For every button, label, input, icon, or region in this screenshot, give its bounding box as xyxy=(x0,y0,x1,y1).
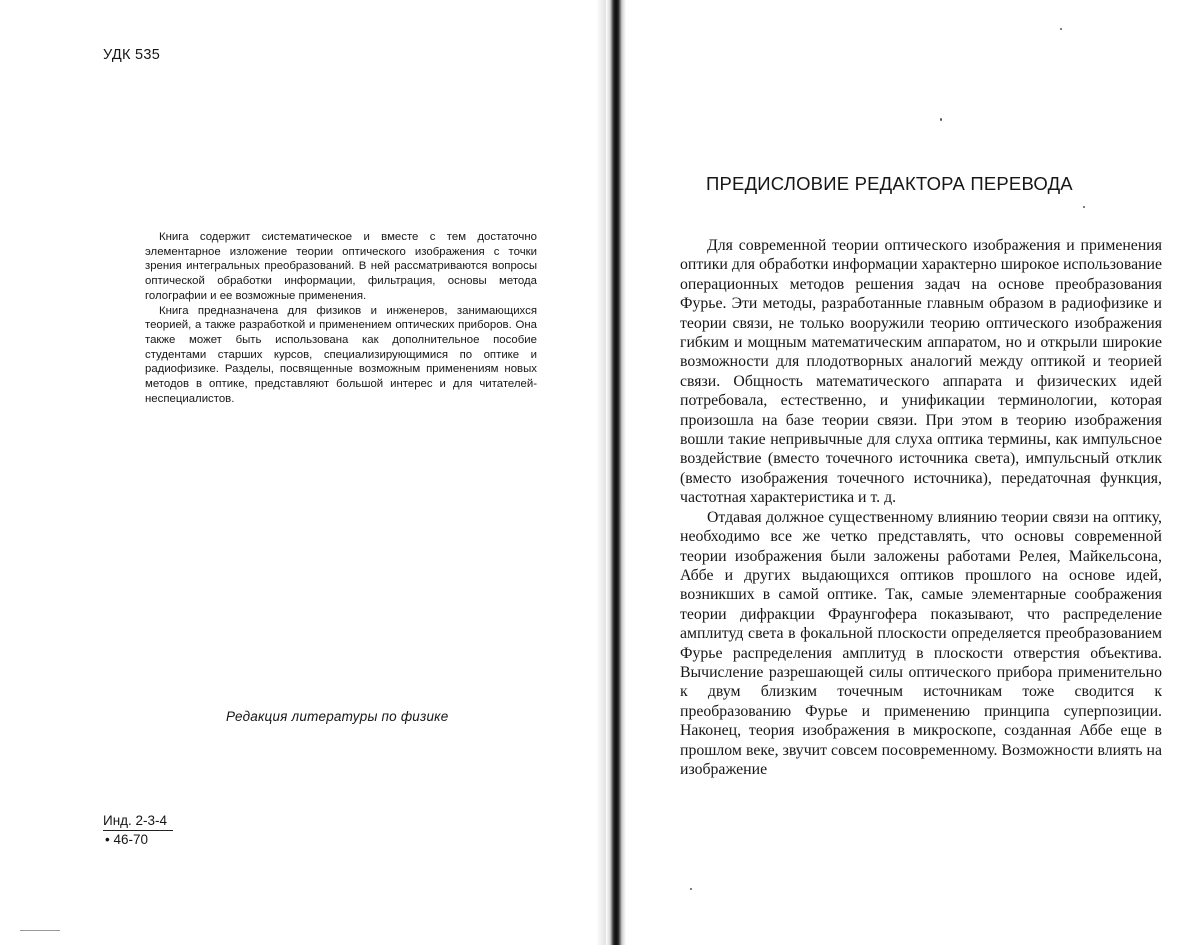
preface-paragraph: Отдавая должное существенному влиянию теории связи на оптику, необходимо все же четко представлять, что основы современной теории изображения были заложены работами Релея, Майкельсона, Аббе и других выдающихся оптиков прошлого на основе идей, возникших в самой оптике. Так, самые элементарные соображения теории дифракции Фраунгофера показывают, что распределение амплитуд света в фокальной плоскости определяется преобразованием Фурье распределения амплитуд в плоскости отверстия объектива. Вычисление разрешающей силы оптического прибора применительно к двум близким точечным источникам тоже сводится к преобразованию Фурье и применению принципа суперпозиции. Наконец, теория изображения в микроскопе, созданная Аббе еще в прошлом веке, звучит совсем посовременному. Возможности влиять на изображение xyxy=(680,508,1162,778)
index-code: • 46-70 xyxy=(105,832,149,847)
index-line: Инд. 2-3-4 xyxy=(103,812,173,831)
index-block xyxy=(103,812,173,848)
book-gutter xyxy=(606,0,626,945)
book-annotation xyxy=(145,230,537,406)
scan-speck xyxy=(20,930,60,931)
preface-paragraph: Для современной теории оптического изображения и применения оптики для обработки информации характерно широкое использование операционных методов решения задач на основе преобразования Фурье. Эти методы, разработанные главным образом в радиофизике и теории связи, не только вооружили теорию оптического изображения гибким и мощным математическим аппаратом, но и открыли широкие возможности для плодотворных аналогий между оптикой и теорией связи. Общность математического аппарата и физических идей потребовала, естественно, и унификации терминологии, которая произошла на базе теории связи. При этом в теорию изображения вошли такие непривычные для слуха оптика термины, как импульсное воздействие (вместо точечного источника света), импульсный отклик (вместо изображения точечного источника), передаточная функция, частотная характеристика и т. д. xyxy=(680,237,1162,507)
udk-code: УДК 535 xyxy=(103,47,161,63)
preface-body xyxy=(680,236,1162,779)
scan-speck xyxy=(690,888,692,890)
gutter-shadow xyxy=(596,0,606,945)
editorial-office: Редакция литературы по физике xyxy=(226,709,449,724)
annotation-paragraph: Книга содержит систематическое и вместе с тем достаточно элементарное изложение теории оптического изображения с точки зрения интегральных преобразований. В ней рассматриваются вопросы оптической обработки информации, фильтрация, основы метода голографии и ее возможные применения. xyxy=(145,231,537,302)
scan-speck xyxy=(1060,28,1062,30)
scan-speck xyxy=(1083,206,1085,208)
scan-speck xyxy=(940,118,942,121)
preface-title: ПРЕДИСЛОВИЕ РЕДАКТОРА ПЕРЕВОДА xyxy=(706,173,1073,194)
annotation-paragraph: Книга предназначена для физиков и инженеров, занимающихся теорией, а также разработкой и применением оптических приборов. Она также может быть использована как дополнительное пособие студентами старших курсов, специализирующимися по оптике и радиофизике. Разделы, посвященные возможным применениям новых методов в оптике, представляют большой интерес и для читателей-неспециалистов. xyxy=(145,304,537,405)
